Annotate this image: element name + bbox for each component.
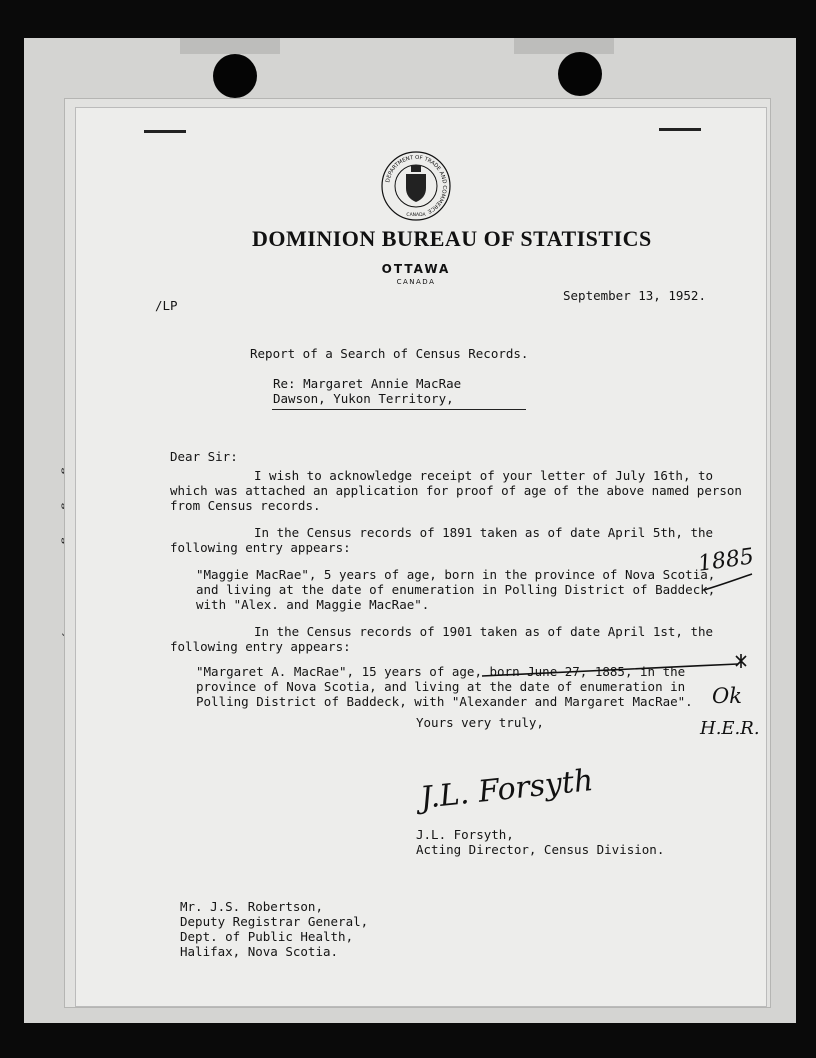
entry1891-line3: with "Alex. and Maggie MacRae". xyxy=(196,597,430,612)
letter-subject: Report of a Search of Census Records. xyxy=(250,346,529,361)
letterhead-country: CANADA xyxy=(396,278,436,286)
signer-name: J.L. Forsyth, xyxy=(416,827,514,842)
closing: Yours very truly, xyxy=(416,715,544,730)
reference-code: /LP xyxy=(155,298,178,313)
entry1901-line2: province of Nova Scotia, and living at the date of enumeration in xyxy=(196,679,686,694)
paragraph1-line1: I wish to acknowledge receipt of your letter of July 16th, to xyxy=(254,468,714,483)
salutation: Dear Sir: xyxy=(170,449,238,464)
paragraph2-line1: In the Census records of 1891 taken as of date April 5th, the xyxy=(254,525,714,540)
letterhead-title: DOMINION BUREAU OF STATISTICS xyxy=(252,226,652,251)
recipient-line4: Halifax, Nova Scotia. xyxy=(180,944,339,959)
seal-canada: CANADA xyxy=(406,213,426,218)
entry1901-line1: "Margaret A. MacRae", 15 years of age, born June 27, 1885, in the xyxy=(196,664,686,679)
paragraph1-line2: which was attached an application for proof of age of the above named person xyxy=(170,483,742,498)
letter-date: September 13, 1952. xyxy=(563,288,706,303)
recipient-line2: Deputy Registrar General, xyxy=(180,914,369,929)
seal-text: DEPARTMENT OF TRADE AND COMMERCE xyxy=(385,154,448,215)
re-line-name: Re: Margaret Annie MacRae xyxy=(273,376,462,391)
letterhead-city: OTTAWA xyxy=(381,262,451,276)
entry1891-line2: and living at the date of enumeration in Polling District of Baddeck, xyxy=(196,582,716,597)
signer-title: Acting Director, Census Division. xyxy=(416,842,665,857)
paragraph3-line2: following entry appears: xyxy=(170,639,351,654)
handwritten-initials: H.E.R. xyxy=(700,718,760,739)
handwritten-ok: Ok xyxy=(712,684,742,708)
entry1891-line1: "Maggie MacRae", 5 years of age, born in the province of Nova Scotia, xyxy=(196,567,716,582)
entry1901-line3: Polling District of Baddeck, with "Alexander and Margaret MacRae". xyxy=(196,694,693,709)
handwritten-year: 1885 xyxy=(696,544,756,577)
recipient-line3: Dept. of Public Health, xyxy=(180,929,354,944)
signature: J.L. Forsyth xyxy=(418,763,595,816)
paragraph2-line2: following entry appears: xyxy=(170,540,351,555)
re-line-place: Dawson, Yukon Territory, xyxy=(273,391,454,406)
paragraph1-line3: from Census records. xyxy=(170,498,321,513)
recipient-line1: Mr. J.S. Robertson, xyxy=(180,899,323,914)
paragraph3-line1: In the Census records of 1901 taken as of date April 1st, the xyxy=(254,624,714,639)
